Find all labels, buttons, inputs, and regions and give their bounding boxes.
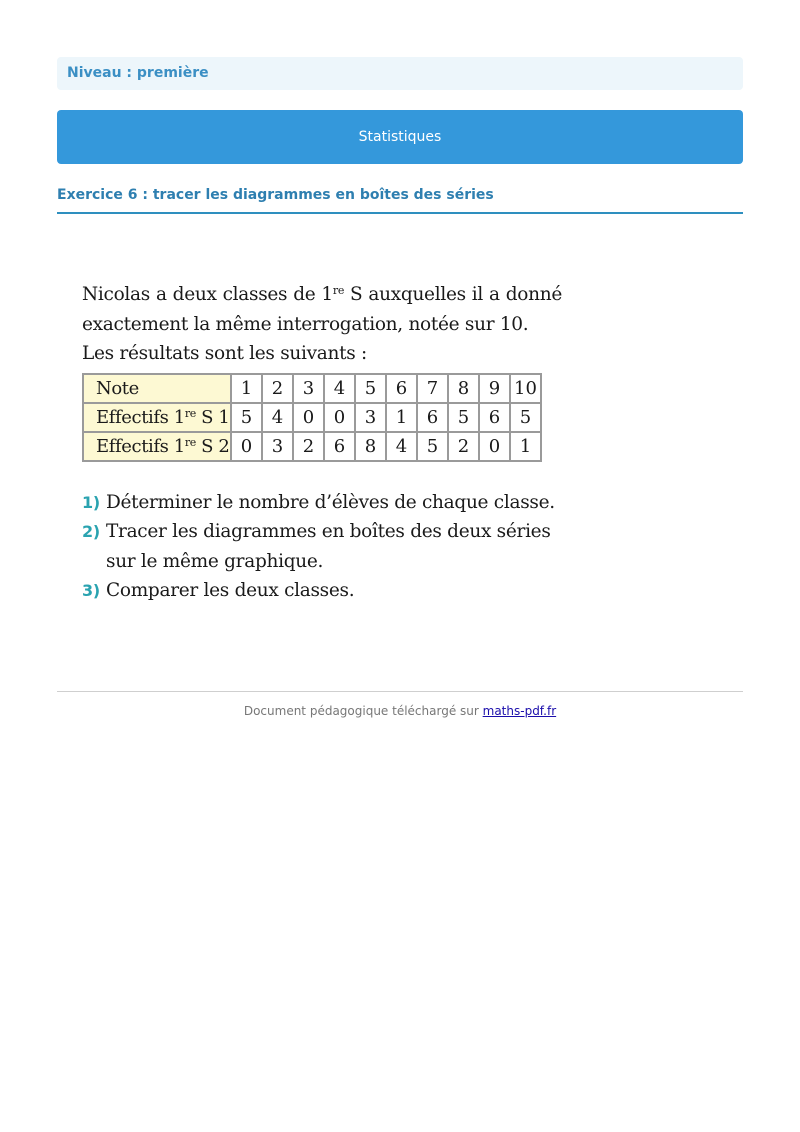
- row-label: S 2: [195, 435, 230, 457]
- list-item: [82, 517, 562, 576]
- footer-link[interactable]: maths-pdf.fr: [482, 704, 557, 718]
- table-cell: 5: [417, 432, 448, 461]
- superscript: re: [332, 284, 345, 297]
- superscript: re: [184, 435, 196, 449]
- row-label: Effectifs 1: [96, 435, 185, 457]
- table-cell: 4: [262, 403, 293, 432]
- table-cell: 5: [355, 374, 386, 403]
- results-table: [82, 373, 542, 462]
- exercise-statement: [82, 280, 562, 606]
- table-cell: 5: [448, 403, 479, 432]
- row-label: Effectifs 1: [96, 406, 185, 428]
- table-row-class-1: [83, 403, 541, 432]
- table-row-notes: [83, 374, 541, 403]
- table-cell: 3: [293, 374, 324, 403]
- intro-line-3: Les résultats sont les suivants :: [82, 343, 367, 364]
- footer-text: Document pédagogique téléchargé sur: [243, 704, 483, 718]
- table-cell: 7: [417, 374, 448, 403]
- table-row-class-2: [83, 432, 541, 461]
- table-cell: 6: [324, 432, 355, 461]
- list-item: [82, 488, 562, 518]
- table-cell: 1: [510, 432, 541, 461]
- intro-text: Nicolas a deux classes de 1: [82, 284, 333, 305]
- table-cell: 0: [293, 403, 324, 432]
- intro-text: S auxquelles il a donné: [344, 284, 562, 305]
- table-cell: 6: [479, 403, 510, 432]
- footer: [57, 704, 743, 718]
- table-cell: 4: [386, 432, 417, 461]
- table-cell: 2: [262, 374, 293, 403]
- table-cell: 2: [448, 432, 479, 461]
- table-cell: 6: [417, 403, 448, 432]
- exercise-title: Exercice 6 : tracer les diagrammes en boîtes des séries: [57, 184, 743, 214]
- question-text: Comparer les deux classes.: [106, 580, 355, 601]
- topic-banner: Statistiques: [57, 110, 743, 164]
- table-cell: 0: [324, 403, 355, 432]
- table-cell: 1: [231, 374, 262, 403]
- question-text: Tracer les diagrammes en boîtes des deux séries sur le même graphique.: [106, 521, 551, 572]
- footer-divider: [57, 691, 743, 692]
- row-header-note: Note: [83, 374, 231, 403]
- table-cell: 9: [479, 374, 510, 403]
- intro-line-1: [82, 280, 562, 310]
- row-header-class-1: [83, 403, 231, 432]
- table-cell: 3: [355, 403, 386, 432]
- intro-line-2: exactement la même interrogation, notée sur 10.: [82, 313, 529, 335]
- row-label: S 1: [195, 406, 230, 428]
- table-cell: 8: [448, 374, 479, 403]
- level-label: Niveau : première: [57, 57, 743, 90]
- table-cell: 10: [510, 374, 541, 403]
- superscript: re: [184, 406, 196, 420]
- list-item: [82, 576, 562, 606]
- table-cell: 4: [324, 374, 355, 403]
- question-number: 1): [82, 492, 100, 512]
- question-number: 2): [82, 522, 100, 541]
- table-cell: 8: [355, 432, 386, 461]
- questions-list: [82, 488, 562, 606]
- table-cell: 6: [386, 374, 417, 403]
- table-cell: 1: [386, 403, 417, 432]
- table-cell: 2: [293, 432, 324, 461]
- row-header-class-2: [83, 432, 231, 461]
- question-number: 3): [82, 581, 100, 600]
- table-cell: 5: [231, 403, 262, 432]
- table-cell: 0: [479, 432, 510, 461]
- table-cell: 3: [262, 432, 293, 461]
- table-cell: 5: [510, 403, 541, 432]
- table-cell: 0: [231, 432, 262, 461]
- question-text: Déterminer le nombre d’élèves de chaque classe.: [106, 491, 555, 513]
